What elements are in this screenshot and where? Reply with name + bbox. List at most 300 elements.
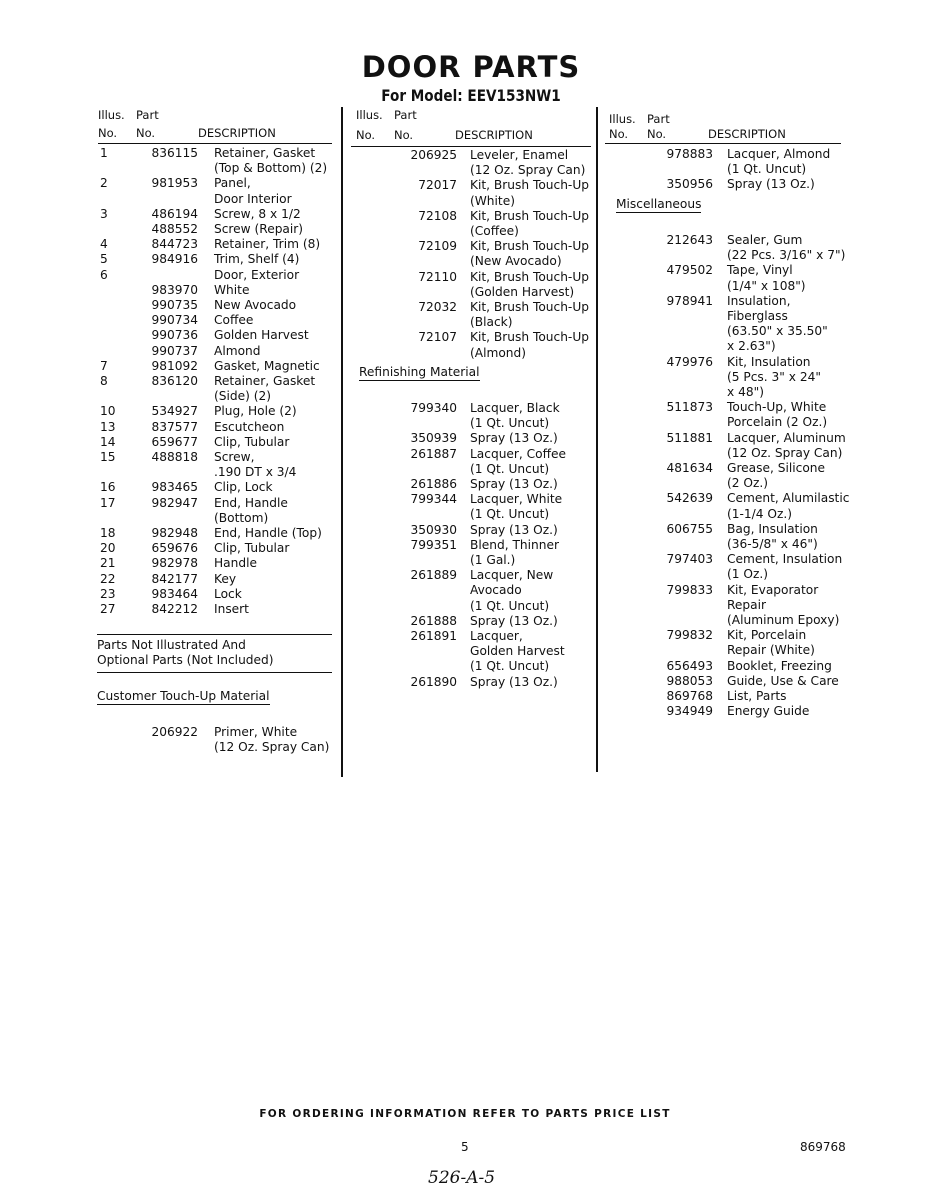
description-line: Energy Guide <box>727 704 810 719</box>
part-description <box>214 496 340 526</box>
column-divider <box>596 107 598 772</box>
illus-number: 4 <box>100 237 108 252</box>
parts-row <box>100 344 340 359</box>
part-number: 799351 <box>410 537 457 552</box>
description-line: Cement, Insulation <box>727 552 843 567</box>
part-number: 837577 <box>151 419 198 434</box>
part-description <box>214 283 340 298</box>
part-description <box>727 704 860 719</box>
description-line: Lacquer, Almond <box>727 147 831 161</box>
parts-row <box>610 431 860 461</box>
part-number: 990734 <box>151 313 198 328</box>
column-header-2 <box>356 106 596 146</box>
part-description <box>470 401 595 431</box>
description-line: (5 Pcs. 3" x 24" <box>727 369 821 384</box>
parts-list-col2 <box>345 148 595 361</box>
part-description <box>727 552 860 582</box>
part-number: 799340 <box>410 401 457 415</box>
part-description <box>214 176 340 206</box>
part-description <box>470 239 595 269</box>
section-rule <box>97 672 332 673</box>
parts-row <box>610 583 860 629</box>
part-number: 982978 <box>151 556 198 571</box>
part-description <box>214 435 340 450</box>
description-line: (Bottom) <box>214 510 269 525</box>
parts-row <box>610 355 860 401</box>
part-description <box>214 587 340 602</box>
illus-number: 15 <box>100 450 116 465</box>
illus-number: 1 <box>100 146 108 160</box>
header-part: Part <box>136 108 159 122</box>
parts-row <box>610 233 860 263</box>
parts-row <box>100 541 340 556</box>
description-line: (Golden Harvest) <box>470 284 575 299</box>
parts-row <box>100 420 340 435</box>
description-line: End, Handle (Top) <box>214 526 322 541</box>
part-description <box>727 689 860 704</box>
part-description <box>214 298 340 313</box>
illus-number: 3 <box>100 206 108 221</box>
parts-row <box>100 176 340 206</box>
part-number: 261890 <box>410 674 457 689</box>
description-line: Trim, Shelf (4) <box>214 252 300 267</box>
illus-number: 2 <box>100 176 108 191</box>
description-line: Repair <box>727 597 767 612</box>
header-rule <box>98 143 332 144</box>
customer-touchup-heading <box>97 689 270 704</box>
description-line: Lacquer, Coffee <box>470 446 567 461</box>
illus-number: 21 <box>100 556 116 571</box>
part-description <box>214 359 340 374</box>
description-line: (36-5/8" x 46") <box>727 537 818 552</box>
description-line: Spray (13 Oz.) <box>470 431 558 446</box>
part-description <box>470 270 595 300</box>
description-line: (Side) (2) <box>214 389 272 404</box>
misc-list <box>610 233 860 720</box>
part-number: 659677 <box>151 434 198 449</box>
parts-row <box>100 237 340 252</box>
part-description <box>727 674 860 689</box>
part-number: 206925 <box>410 148 457 162</box>
illus-number: 6 <box>100 267 108 282</box>
description-line: List, Parts <box>727 689 787 704</box>
part-description <box>470 614 595 629</box>
part-number: 978941 <box>666 293 713 308</box>
description-line: Kit, Evaporator <box>727 582 819 597</box>
part-number: 479976 <box>666 354 713 369</box>
parts-row <box>345 568 595 614</box>
description-line: Lacquer, Aluminum <box>727 430 846 445</box>
description-line: Kit, Insulation <box>727 354 811 369</box>
description-line: Kit, Brush Touch-Up <box>470 208 589 223</box>
part-number: 511881 <box>666 430 713 445</box>
part-number: 982947 <box>151 495 198 510</box>
illus-number: 10 <box>100 404 116 419</box>
description-line: Plug, Hole (2) <box>214 404 297 419</box>
description-line: Handle <box>214 556 257 571</box>
part-description <box>214 268 340 283</box>
header-description: DESCRIPTION <box>198 126 276 140</box>
parts-row <box>610 659 860 674</box>
description-line: New Avocado <box>214 298 297 313</box>
description-line: Blend, Thinner <box>470 537 559 552</box>
description-line: Bag, Insulation <box>727 521 818 536</box>
part-description <box>470 675 595 690</box>
parts-row <box>100 328 340 343</box>
part-number: 511873 <box>666 400 713 415</box>
description-line: Almond <box>214 343 261 358</box>
description-line: (New Avocado) <box>470 254 562 269</box>
part-number: 984916 <box>151 252 198 267</box>
part-description <box>214 252 340 267</box>
column-header-3 <box>609 110 849 150</box>
parts-row <box>610 491 860 521</box>
description-line: Spray (13 Oz.) <box>470 522 558 537</box>
description-line: (1/4" x 108") <box>727 278 806 293</box>
part-number: 836115 <box>151 146 198 160</box>
parts-row <box>100 374 340 404</box>
illus-number: 8 <box>100 374 108 389</box>
description-line: (12 Oz. Spray Can) <box>214 740 330 755</box>
parts-list-col1 <box>100 146 340 617</box>
description-line: Leveler, Enamel <box>470 148 569 162</box>
part-description <box>470 629 595 675</box>
description-line: Screw, 8 x 1/2 <box>214 206 301 221</box>
part-description <box>727 491 860 521</box>
part-number: 869768 <box>666 689 713 704</box>
description-line: Lacquer, Black <box>470 401 560 415</box>
description-line: Porcelain (2 Oz.) <box>727 415 828 430</box>
parts-row <box>100 359 340 374</box>
parts-row <box>100 572 340 587</box>
description-line: (1 Qt. Uncut) <box>470 416 550 431</box>
part-description <box>214 556 340 571</box>
description-line: (1 Qt. Uncut) <box>727 162 807 177</box>
illus-number: 7 <box>100 358 108 373</box>
part-number: 212643 <box>666 233 713 247</box>
description-line: Spray (13 Oz.) <box>470 674 558 689</box>
description-line: Repair (White) <box>727 643 815 658</box>
description-line: Retainer, Trim (8) <box>214 237 321 252</box>
parts-row <box>100 298 340 313</box>
description-line: Spray (13 Oz.) <box>470 477 558 492</box>
part-number: 982948 <box>151 526 198 541</box>
part-description <box>214 480 340 495</box>
part-number: 983464 <box>151 586 198 601</box>
part-description <box>727 400 860 430</box>
part-number: 261891 <box>410 629 457 644</box>
description-line: Booklet, Freezing <box>727 658 832 673</box>
description-line: Kit, Brush Touch-Up <box>470 178 589 193</box>
header-no: No. <box>136 126 156 140</box>
page-number: 5 <box>461 1140 469 1154</box>
parts-row <box>345 330 595 360</box>
parts-row <box>345 270 595 300</box>
parts-row <box>345 178 595 208</box>
parts-row <box>345 523 595 538</box>
parts-row <box>100 480 340 495</box>
part-number: 72110 <box>418 269 457 284</box>
parts-row <box>345 477 595 492</box>
model-subtitle: For Model: EEV153NW1 <box>381 86 561 105</box>
description-line: Tape, Vinyl <box>727 263 793 278</box>
part-description <box>214 344 340 359</box>
part-description <box>214 146 340 176</box>
description-line: (63.50" x 35.50" <box>727 324 828 339</box>
parts-row <box>345 401 595 431</box>
description-line: (1 Qt. Uncut) <box>470 659 550 674</box>
part-description <box>727 263 860 293</box>
description-line: x 2.63") <box>727 339 776 354</box>
description-line: Clip, Lock <box>214 480 273 495</box>
description-line: x 48") <box>727 385 764 400</box>
parts-row <box>100 556 340 571</box>
part-description <box>214 222 340 237</box>
description-line: Guide, Use & Care <box>727 673 839 688</box>
header-no: No. <box>394 128 414 142</box>
section-rule <box>97 634 332 635</box>
part-number: 983970 <box>151 282 198 297</box>
part-number: 990737 <box>151 343 198 358</box>
description-line: Fiberglass <box>727 309 788 324</box>
parts-row <box>100 526 340 541</box>
description-line: Escutcheon <box>214 419 285 434</box>
parts-row <box>610 177 860 192</box>
part-number: 72109 <box>418 239 457 254</box>
part-description <box>214 572 340 587</box>
part-description <box>727 522 860 552</box>
not-illustrated-heading <box>97 638 274 668</box>
parts-row <box>610 689 860 704</box>
part-description <box>727 233 860 263</box>
description-line: (1 Gal.) <box>470 553 516 568</box>
parts-row <box>100 602 340 617</box>
column-divider <box>341 107 343 777</box>
part-number: 983465 <box>151 480 198 495</box>
description-line: Kit, Brush Touch-Up <box>470 269 589 284</box>
description-line: Door, Exterior <box>214 267 300 282</box>
part-number: 350939 <box>410 431 457 446</box>
part-number: 479502 <box>666 263 713 278</box>
parts-row <box>100 435 340 450</box>
parts-row <box>345 300 595 330</box>
description-line: Spray (13 Oz.) <box>727 177 815 192</box>
parts-row <box>610 628 860 658</box>
description-line: Coffee <box>214 313 254 328</box>
parts-row <box>345 447 595 477</box>
customer-touchup-label: Customer Touch-Up Material <box>97 689 270 703</box>
part-number: 990736 <box>151 328 198 343</box>
illus-number: 23 <box>100 586 116 601</box>
description-line: (1 Qt. Uncut) <box>470 461 550 476</box>
parts-row <box>345 675 595 690</box>
part-number: 534927 <box>151 404 198 419</box>
part-number: 206922 <box>151 725 198 739</box>
document-number: 869768 <box>800 1140 846 1154</box>
description-line: Lock <box>214 586 242 601</box>
description-line: Retainer, Gasket <box>214 374 316 389</box>
parts-row <box>100 450 340 480</box>
part-number: 659676 <box>151 541 198 556</box>
part-number: 978883 <box>666 147 713 161</box>
part-description <box>214 328 340 343</box>
description-line: Gasket, Magnetic <box>214 358 320 373</box>
header-description: DESCRIPTION <box>455 128 533 142</box>
part-number: 799344 <box>410 492 457 507</box>
parts-row <box>610 263 860 293</box>
part-number: 988053 <box>666 673 713 688</box>
part-description <box>214 602 340 617</box>
description-line: Sealer, Gum <box>727 233 803 247</box>
refinishing-list <box>345 401 595 690</box>
part-number: 481634 <box>666 461 713 476</box>
part-number: 72107 <box>418 330 457 345</box>
header-illus: Illus. <box>98 108 125 122</box>
description-line: (Coffee) <box>470 224 519 239</box>
part-number: 842212 <box>151 602 198 617</box>
parts-row <box>610 294 860 355</box>
ordering-note: FOR ORDERING INFORMATION REFER TO PARTS PRICE LIST <box>259 1108 671 1120</box>
part-description <box>214 237 340 252</box>
refinishing-label: Refinishing Material <box>359 365 480 379</box>
parts-row <box>610 400 860 430</box>
parts-row <box>100 313 340 328</box>
part-number: 488818 <box>151 450 198 465</box>
parts-row <box>345 614 595 629</box>
part-description <box>470 538 595 568</box>
description-line: Golden Harvest <box>470 644 565 659</box>
illus-number: 13 <box>100 419 116 434</box>
part-number: 72108 <box>418 208 457 223</box>
part-number: 656493 <box>666 658 713 673</box>
parts-row <box>100 404 340 419</box>
description-line: Kit, Brush Touch-Up <box>470 300 589 315</box>
header-no: No. <box>356 128 376 142</box>
description-line: White <box>214 282 250 297</box>
part-number: 981092 <box>151 358 198 373</box>
misc-heading <box>616 197 701 212</box>
part-description <box>727 659 860 674</box>
description-line: Golden Harvest <box>214 328 309 343</box>
part-number: 261889 <box>410 568 457 583</box>
header-illus: Illus. <box>356 108 383 122</box>
description-line: Kit, Brush Touch-Up <box>470 330 589 345</box>
parts-list-col3 <box>610 147 860 193</box>
part-description <box>214 207 340 222</box>
header-rule <box>605 143 841 144</box>
parts-row <box>100 725 340 755</box>
touchup-list <box>100 725 340 755</box>
part-number: 542639 <box>666 491 713 506</box>
header-illus: Illus. <box>609 112 636 126</box>
parts-row <box>610 552 860 582</box>
part-description <box>470 477 595 492</box>
page-title: DOOR PARTS <box>361 50 581 84</box>
part-number: 836120 <box>151 374 198 389</box>
description-line: Panel, <box>214 176 251 191</box>
header-no: No. <box>98 126 118 140</box>
handwritten-note: 526-A-5 <box>428 1168 496 1188</box>
description-line: Kit, Brush Touch-Up <box>470 239 589 254</box>
header-no: No. <box>647 127 667 141</box>
description-line: Cement, Alumilastic <box>727 491 850 506</box>
description-line: Primer, White <box>214 725 298 739</box>
description-line: (1 Qt. Uncut) <box>470 598 550 613</box>
parts-row <box>345 209 595 239</box>
parts-row <box>610 461 860 491</box>
part-description <box>214 450 340 480</box>
part-number: 488552 <box>151 222 198 237</box>
not-illustrated-line1: Parts Not Illustrated And <box>97 638 246 652</box>
part-number: 842177 <box>151 571 198 586</box>
part-description <box>214 541 340 556</box>
header-part: Part <box>647 112 670 126</box>
part-description <box>727 583 860 629</box>
description-line: Spray (13 Oz.) <box>470 613 558 628</box>
description-line: (1-1/4 Oz.) <box>727 506 793 521</box>
illus-number: 17 <box>100 495 116 510</box>
description-line: (1 Oz.) <box>727 567 769 582</box>
parts-row <box>100 283 340 298</box>
part-description <box>470 568 595 614</box>
description-line: (White) <box>470 193 515 208</box>
part-description <box>470 523 595 538</box>
part-number: 844723 <box>151 237 198 252</box>
part-description <box>470 209 595 239</box>
parts-row <box>345 431 595 446</box>
parts-row <box>100 496 340 526</box>
description-line: Lacquer, <box>470 629 523 644</box>
header-part: Part <box>394 108 417 122</box>
description-line: Retainer, Gasket <box>214 146 316 160</box>
description-line: (1 Qt. Uncut) <box>470 507 550 522</box>
illus-number: 27 <box>100 602 116 617</box>
parts-row <box>100 587 340 602</box>
part-description <box>727 294 860 355</box>
description-line: (Black) <box>470 315 513 330</box>
part-description <box>214 420 340 435</box>
description-line: Key <box>214 571 237 586</box>
parts-row <box>610 704 860 719</box>
part-number: 486194 <box>151 206 198 221</box>
column-header-1 <box>98 106 338 146</box>
description-line: Screw, <box>214 450 255 465</box>
description-line: Screw (Repair) <box>214 222 304 237</box>
description-line: (2 Oz.) <box>727 476 769 491</box>
parts-row <box>345 538 595 568</box>
description-line: (12 Oz. Spray Can) <box>470 163 586 178</box>
description-line: Touch-Up, White <box>727 400 827 415</box>
description-line: Lacquer, New <box>470 568 554 583</box>
part-description <box>727 355 860 401</box>
part-number: 981953 <box>151 176 198 191</box>
part-number: 261888 <box>410 613 457 628</box>
part-description <box>470 300 595 330</box>
part-description <box>214 374 340 404</box>
part-description <box>470 431 595 446</box>
part-description <box>214 725 340 755</box>
refinishing-heading <box>359 365 480 380</box>
description-line: Lacquer, White <box>470 492 563 507</box>
header-rule <box>351 146 591 147</box>
illus-number: 20 <box>100 541 116 556</box>
parts-row <box>345 492 595 522</box>
part-number: 72032 <box>418 300 457 315</box>
parts-row <box>100 222 340 237</box>
part-number: 261887 <box>410 446 457 461</box>
parts-row <box>100 146 340 176</box>
description-line: Clip, Tubular <box>214 434 290 449</box>
